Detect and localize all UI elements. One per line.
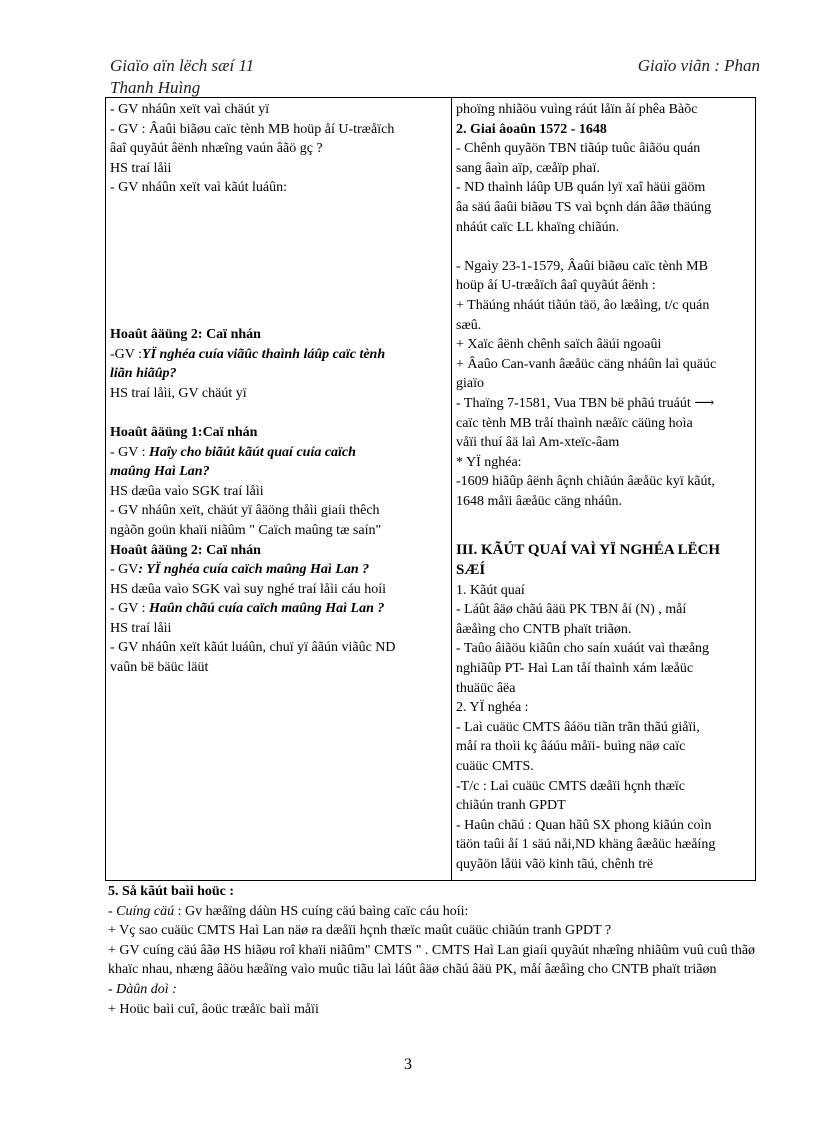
question-line bbox=[110, 560, 447, 580]
text-line: quyãön låüi vãö kinh tãú, chênh trë bbox=[456, 856, 654, 872]
text-line: nghiãûp PT- Haì Lan tåí thaình xám læåüc bbox=[456, 661, 694, 677]
text-line: + Vç sao cuäüc CMTS Haì Lan näø ra dæåïi hçnh thæïc maût cuäüc chiãún tranh GPDT ? bbox=[108, 923, 612, 939]
text-line: 1648 måïi âæåüc cäng nháûn. bbox=[456, 493, 623, 509]
text-line: + Xaïc âënh chênh saïch âäúi ngoaûi bbox=[456, 337, 662, 353]
text-line: âaî quyãút âënh nhæîng vaún âãö gç ? bbox=[110, 141, 323, 157]
text-line: + Hoüc baìi cuî, âoüc træåïc baìi måïi bbox=[108, 1001, 319, 1017]
text-line: täön taûi åí 1 säú nåi,ND khäng âæåüc hæåíng bbox=[456, 837, 716, 853]
text-line: - GV nháûn xeït, chäút yï âäöng thåìi giaíi thêch bbox=[110, 503, 380, 519]
summary-label: - Cuíng cäú bbox=[108, 903, 175, 919]
text-line: ngàõn goün khaïi niãûm " Caïch maûng tæ saín" bbox=[110, 522, 382, 538]
text-line: - Thaïng 7-1581, Vua TBN bë phãú truáút ⟶ bbox=[456, 395, 715, 411]
section-heading: SÆÍ bbox=[456, 562, 486, 579]
spacer bbox=[456, 511, 751, 541]
text-line: -T/c : Laì cuäüc CMTS dæåïi hçnh thæïc bbox=[456, 778, 686, 794]
text-line: âæåìng cho CNTB phaït triãøn. bbox=[456, 621, 632, 637]
text-line: + Âaûo Can-vanh âæåüc cäng nháûn laì quäúc bbox=[456, 356, 717, 372]
header-author-line: Thanh Huìng bbox=[110, 78, 201, 97]
text-line: - Ngaìy 23-1-1579, Âaûi biãøu caïc tènh MB bbox=[456, 258, 708, 274]
question-prefix: - GV : bbox=[110, 601, 146, 617]
text-line: sæû. bbox=[456, 317, 482, 333]
text-line: -1609 hiãûp âënh âçnh chiãún âæåüc kyï kãút, bbox=[456, 474, 715, 490]
text-line: - GV nháûn xeït kãút luáûn, chuï yï âãún viãûc ND bbox=[110, 640, 396, 656]
spacer bbox=[110, 403, 447, 423]
spacer bbox=[110, 198, 447, 325]
text-line: thuäüc âëa bbox=[456, 680, 516, 696]
table-row bbox=[106, 98, 756, 881]
text-line: HS dæûa vaìo SGK traí låìi bbox=[110, 483, 264, 499]
text-line: vaûn bë bäüc läüt bbox=[110, 660, 209, 676]
question-prefix: -GV : bbox=[110, 346, 143, 362]
question-text: maûng Haì Lan? bbox=[110, 464, 210, 480]
question-text: : YÏ nghéa cuía caïch maûng Haì Lan ? bbox=[138, 562, 370, 578]
text-line: hoüp åí U-træåïch âaî quyãút âënh : bbox=[456, 278, 656, 294]
text-line bbox=[108, 902, 788, 922]
text-line: + GV cuíng cäú âãø HS hiãøu roî khaïi niãûm" CMTS " . CMTS Haì Lan giaíi quyãút nhæîng nhiãûm vuû cuû thãø khaïc nhau, nhæng âãöu hæåïng vaìo muûc tiãu laì láût âäø chãú âäü PK, måí âæåìng cho CNTB phaït triãøn bbox=[108, 942, 756, 978]
teacher-activities-column bbox=[106, 98, 452, 881]
question-line bbox=[110, 599, 447, 619]
text-line: HS dæûa vaìo SGK vaì suy nghé traí låìi cáu hoíi bbox=[110, 581, 387, 597]
page-number: 3 bbox=[404, 1056, 412, 1073]
activity-title: Hoaût âäüng 2: Caï nhán bbox=[110, 326, 261, 342]
question-prefix: - GV bbox=[110, 562, 139, 578]
activity-title: Hoaût âäüng 1:Caï nhán bbox=[110, 424, 258, 440]
text-line: våïi thuí âä laì Am-xteïc-âam bbox=[456, 435, 620, 451]
lesson-content-column bbox=[452, 98, 756, 881]
text-line: - ND thaình láûp UB quán lyï xaî häüi gäöm bbox=[456, 180, 706, 196]
question-prefix: - GV : bbox=[110, 444, 146, 460]
text-line: phoïng nhiãöu vuìng ráút låïn åí phêa Bàõc bbox=[456, 102, 698, 117]
text-line: måí ra thoìi kç âáúu måïi- buìng näø caïc bbox=[456, 739, 686, 755]
text-line: caïc tènh MB tråí thaình næåïc cäüng hoìa bbox=[456, 415, 693, 431]
section-heading: 2. Giai âoaûn 1572 - 1648 bbox=[456, 121, 607, 137]
question-text: Haîy cho biãút kãút quaí cuía caïch bbox=[149, 444, 356, 460]
text-line: + Thäúng nháút tiãún täö, âo læåìng, t/c quán bbox=[456, 297, 710, 313]
text-line: - Laì cuäüc CMTS âáöu tiãn trãn thãú giåïi, bbox=[456, 719, 700, 735]
text-line: - Chênh quyãön TBN tiãúp tuûc âiãöu quán bbox=[456, 141, 701, 157]
text-line: * YÏ nghéa: bbox=[456, 454, 522, 470]
question-line bbox=[110, 345, 447, 365]
text-line: HS traí låìi, GV chäút yï bbox=[110, 385, 247, 401]
text-line: HS traí låìi bbox=[110, 620, 172, 636]
lesson-table bbox=[105, 97, 756, 881]
text-line: âa säú âaûi biãøu TS vaì bçnh dán âãø thäúng bbox=[456, 199, 712, 215]
summary-label: - Dàûn doì : bbox=[108, 981, 177, 997]
header-subject: Giaïo aïn lëch sæí 11 bbox=[110, 56, 255, 75]
text-line: - Haûn chãú : Quan hãû SX phong kiãún coìn bbox=[456, 817, 712, 833]
text-line: - GV nháûn xeït vaì kãút luáûn: bbox=[110, 180, 288, 196]
summary-title: 5. Så kãút baìi hoüc : bbox=[108, 884, 235, 899]
text-line: - Láût âäø chãú âäü PK TBN åí (N) , måí bbox=[456, 602, 687, 618]
section-heading: III. KÃÚT QUAÍ VAÌ YÏ NGHÉA LËCH bbox=[456, 542, 721, 559]
lesson-summary bbox=[108, 882, 788, 1019]
text-line: HS traí låìi bbox=[110, 160, 172, 176]
summary-text: : Gv hæåïng dáùn HS cuíng cäú baìng caïc cáu hoíi: bbox=[174, 903, 469, 919]
text-line: - Taûo âiãöu kiãûn cho saín xuáút vaì thæång bbox=[456, 641, 710, 657]
text-line: nháút caïc LL khaïng chiãún. bbox=[456, 219, 620, 235]
spacer bbox=[456, 237, 751, 257]
text-line: giaïo bbox=[456, 376, 484, 392]
text-line: 2. YÏ nghéa : bbox=[456, 700, 529, 716]
text-line: - GV nháûn xeït vaì chäút yï bbox=[110, 102, 270, 117]
question-text: liãn hiãûp? bbox=[110, 366, 177, 382]
header-teacher: Giaïo viãn : Phan bbox=[637, 56, 760, 75]
text-line: 1. Kãút quaí bbox=[456, 582, 525, 598]
question-line bbox=[110, 443, 447, 463]
text-line: sang âaìn aïp, cæåïp phaï. bbox=[456, 160, 600, 176]
text-line: chiãún tranh GPDT bbox=[456, 798, 566, 814]
activity-title: Hoaût âäüng 2: Caï nhán bbox=[110, 542, 261, 558]
question-text: YÏ nghéa cuía viãûc thaình láûp caïc tènh bbox=[142, 346, 386, 362]
text-line: - GV : Âaûi biãøu caïc tènh MB hoüp åí U-træåïch bbox=[110, 121, 395, 137]
text-line: cuäüc CMTS. bbox=[456, 759, 534, 774]
question-text: Haûn chãú cuía caïch maûng Haì Lan ? bbox=[149, 601, 385, 617]
